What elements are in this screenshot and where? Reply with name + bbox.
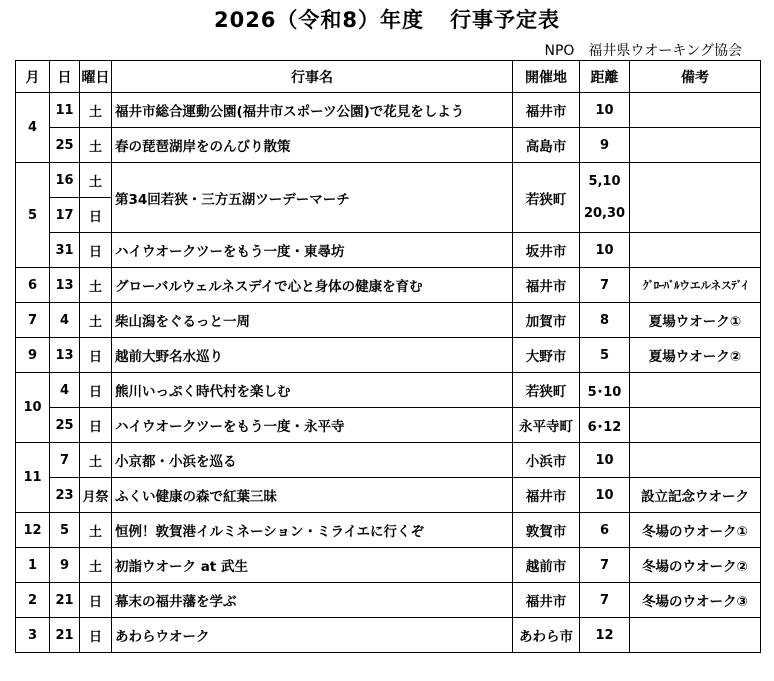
- distance-cell: 10: [580, 93, 630, 128]
- weekday-cell: 日: [80, 338, 112, 373]
- event-cell: 幕末の福井藩を学ぶ: [112, 583, 513, 618]
- weekday-cell: 土: [80, 93, 112, 128]
- location-cell: 敦賀市: [513, 513, 580, 548]
- header-weekday: 曜日: [80, 61, 112, 93]
- notes-cell: 夏場ウオーク②: [630, 338, 761, 373]
- event-schedule-table: [15, 60, 761, 653]
- weekday-cell: 土: [80, 548, 112, 583]
- notes-cell: [630, 443, 761, 478]
- weekday-cell: 日: [80, 198, 112, 233]
- notes-cell: [630, 128, 761, 163]
- organization-name: NPO 福井県ウオーキング協会: [544, 43, 742, 59]
- weekday-cell: 土: [80, 513, 112, 548]
- month-cell: 6: [16, 268, 50, 303]
- event-cell: 恒例！敦賀港イルミネーション・ミライエに行くぞ: [112, 513, 513, 548]
- notes-cell: 冬場のウオーク③: [630, 583, 761, 618]
- event-cell: 越前大野名水巡り: [112, 338, 513, 373]
- event-cell: 福井市総合運動公園(福井市スポーツ公園)で花見をしよう: [112, 93, 513, 128]
- month-cell: 4: [16, 93, 50, 163]
- day-cell: 5: [50, 513, 80, 548]
- table-row: [16, 618, 761, 653]
- day-cell: 9: [50, 548, 80, 583]
- distance-cell: 7: [580, 583, 630, 618]
- event-cell: 第34回若狭・三方五湖ツーデーマーチ: [112, 163, 513, 233]
- table-row: [16, 583, 761, 618]
- day-cell: 11: [50, 93, 80, 128]
- distance-cell: 5･10: [580, 373, 630, 408]
- location-cell: 永平寺町: [513, 408, 580, 443]
- event-cell: 柴山潟をぐるっと一周: [112, 303, 513, 338]
- day-cell: 21: [50, 583, 80, 618]
- distance-value: 5,10: [588, 173, 621, 189]
- header-row: [16, 61, 761, 93]
- table-row: [16, 93, 761, 128]
- event-cell: 熊川いっぷく時代村を楽しむ: [112, 373, 513, 408]
- distance-cell: 7: [580, 268, 630, 303]
- location-cell: 高島市: [513, 128, 580, 163]
- distance-cell: 12: [580, 618, 630, 653]
- day-cell: 17: [50, 198, 80, 233]
- location-cell: 福井市: [513, 93, 580, 128]
- day-cell: 7: [50, 443, 80, 478]
- header-event: 行事名: [112, 61, 513, 93]
- day-cell: 21: [50, 618, 80, 653]
- weekday-cell: 日: [80, 408, 112, 443]
- day-cell: 31: [50, 233, 80, 268]
- table-row: [16, 408, 761, 443]
- weekday-cell: 日: [80, 618, 112, 653]
- header-distance: 距離: [580, 61, 630, 93]
- notes-cell: 冬場のウオーク①: [630, 513, 761, 548]
- month-cell: 1: [16, 548, 50, 583]
- notes-cell: 設立記念ウオーク: [630, 478, 761, 513]
- event-cell: あわらウオーク: [112, 618, 513, 653]
- day-cell: 23: [50, 478, 80, 513]
- location-cell: 加賀市: [513, 303, 580, 338]
- location-cell: 越前市: [513, 548, 580, 583]
- distance-cell: 10: [580, 233, 630, 268]
- event-cell: ハイウオークツーをもう一度・永平寺: [112, 408, 513, 443]
- day-cell: 25: [50, 128, 80, 163]
- header-month: 月: [16, 61, 50, 93]
- title-year: 2026（令和8）年度: [213, 8, 425, 32]
- table-row: [16, 128, 761, 163]
- distance-cell: 7: [580, 548, 630, 583]
- table-row: [16, 303, 761, 338]
- table-row: [16, 443, 761, 478]
- day-cell: 4: [50, 303, 80, 338]
- notes-cell: [630, 163, 761, 233]
- location-cell: 若狭町: [513, 163, 580, 233]
- weekday-cell: 日: [80, 583, 112, 618]
- notes-cell: ｸﾞﾛｰﾊﾞﾙウエルネスﾃﾞｲ: [630, 268, 761, 303]
- notes-cell: [630, 233, 761, 268]
- header-notes: 備考: [630, 61, 761, 93]
- month-cell: 2: [16, 583, 50, 618]
- table-row: [16, 373, 761, 408]
- month-cell: 11: [16, 443, 50, 513]
- notes-cell: 冬場のウオーク②: [630, 548, 761, 583]
- header-location: 開催地: [513, 61, 580, 93]
- day-cell: 13: [50, 268, 80, 303]
- location-cell: 福井市: [513, 583, 580, 618]
- distance-cell: 9: [580, 128, 630, 163]
- page-title: [0, 4, 774, 34]
- month-cell: 3: [16, 618, 50, 653]
- day-cell: 25: [50, 408, 80, 443]
- day-cell: 16: [50, 163, 80, 198]
- month-cell: 7: [16, 303, 50, 338]
- table-row: [16, 513, 761, 548]
- notes-cell: [630, 93, 761, 128]
- event-cell: 初詣ウオーク at 武生: [112, 548, 513, 583]
- month-cell: 5: [16, 163, 50, 268]
- distance-cell: 8: [580, 303, 630, 338]
- weekday-cell: 日: [80, 233, 112, 268]
- location-cell: 小浜市: [513, 443, 580, 478]
- weekday-cell: 月祭: [80, 478, 112, 513]
- location-cell: 坂井市: [513, 233, 580, 268]
- table-row: [16, 163, 761, 198]
- weekday-cell: 土: [80, 303, 112, 338]
- distance-cell: 6･12: [580, 408, 630, 443]
- notes-cell: [630, 408, 761, 443]
- weekday-cell: 土: [80, 268, 112, 303]
- day-cell: 13: [50, 338, 80, 373]
- distance-cell: 5: [580, 338, 630, 373]
- event-cell: ハイウオークツーをもう一度・東尋坊: [112, 233, 513, 268]
- table-row: [16, 478, 761, 513]
- event-cell: グローバルウェルネスデイで心と身体の健康を育む: [112, 268, 513, 303]
- month-cell: 10: [16, 373, 50, 443]
- table-row: [16, 233, 761, 268]
- distance-cell: [580, 163, 630, 233]
- table-row: [16, 338, 761, 373]
- event-cell: ふくい健康の森で紅葉三昧: [112, 478, 513, 513]
- distance-cell: 10: [580, 478, 630, 513]
- notes-cell: [630, 618, 761, 653]
- weekday-cell: 日: [80, 373, 112, 408]
- event-cell: 春の琵琶湖岸をのんびり散策: [112, 128, 513, 163]
- notes-cell: 夏場ウオーク①: [630, 303, 761, 338]
- weekday-cell: 土: [80, 163, 112, 198]
- month-cell: 9: [16, 338, 50, 373]
- distance-cell: 10: [580, 443, 630, 478]
- distance-value: 20,30: [583, 205, 626, 221]
- notes-cell: [630, 373, 761, 408]
- title-sub: 行事予定表: [450, 8, 561, 32]
- location-cell: 大野市: [513, 338, 580, 373]
- location-cell: 福井市: [513, 478, 580, 513]
- table-row: [16, 268, 761, 303]
- event-cell: 小京都・小浜を巡る: [112, 443, 513, 478]
- weekday-cell: 土: [80, 128, 112, 163]
- weekday-cell: 土: [80, 443, 112, 478]
- location-cell: 若狭町: [513, 373, 580, 408]
- header-day: 日: [50, 61, 80, 93]
- distance-cell: 6: [580, 513, 630, 548]
- table-row: [16, 548, 761, 583]
- month-cell: 12: [16, 513, 50, 548]
- location-cell: 福井市: [513, 268, 580, 303]
- day-cell: 4: [50, 373, 80, 408]
- location-cell: あわら市: [513, 618, 580, 653]
